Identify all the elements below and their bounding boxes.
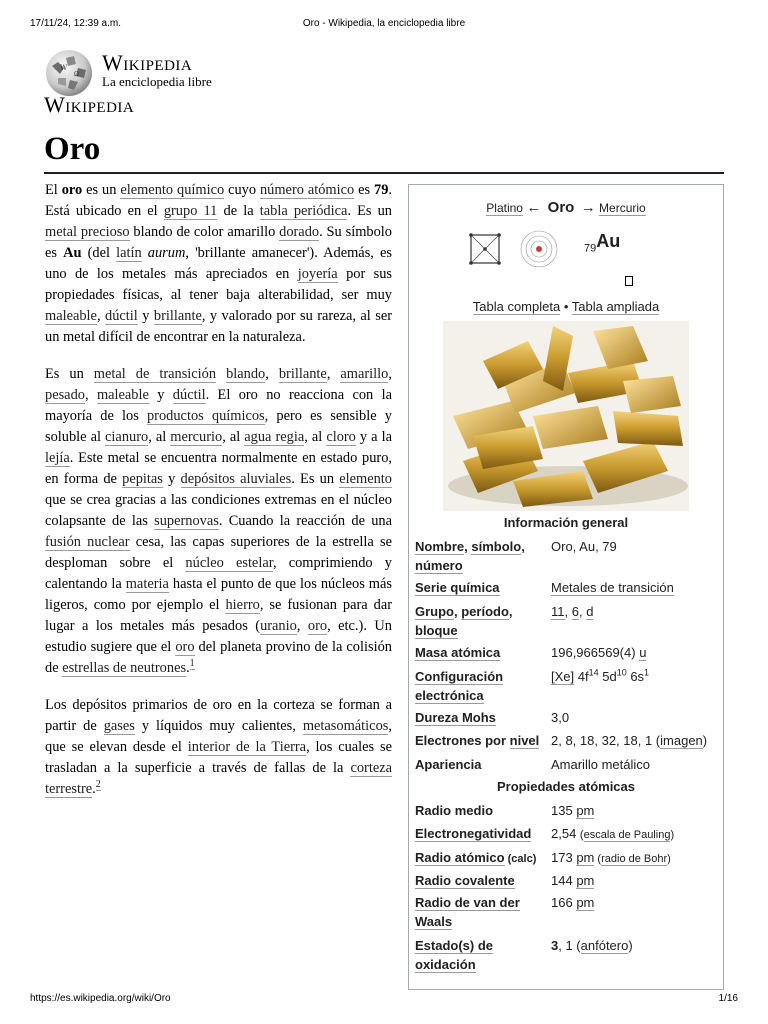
text: Electrones por [415, 733, 510, 748]
link-grupo-11[interactable]: grupo 11 [163, 203, 218, 219]
text: Es un [45, 366, 94, 382]
bold-number: 79 [374, 182, 389, 198]
svg-text:W: W [60, 64, 68, 72]
text: ( [594, 853, 602, 865]
text: es [354, 182, 375, 198]
value-nombre: Oro, Au, 79 [551, 539, 617, 554]
link-materia[interactable]: materia [125, 576, 169, 592]
link-radio-covalente[interactable]: Radio covalente [415, 873, 515, 888]
section-atomic-properties: Propiedades atómicas [497, 779, 635, 794]
link-serie-quimica[interactable]: Serie química [415, 580, 500, 595]
link-periodo[interactable]: período [461, 604, 509, 619]
value-electrones: 2, 8, 18, 32, 18, 1 ( [551, 733, 661, 748]
superscript: 1 [644, 667, 650, 678]
print-tab-title: Oro - Wikipedia, la enciclopedia libre [302, 18, 466, 29]
link-radio-van-der-waals[interactable]: Radio de van der Waals [415, 895, 520, 929]
page-title: Oro [44, 131, 101, 167]
link-ductil[interactable]: dúctil [172, 387, 206, 403]
text: , se fusionan para dar lugar a los metales más pesados ( [45, 597, 392, 634]
link-cloro[interactable]: cloro [326, 429, 356, 445]
text: blando de color amarillo [129, 224, 280, 240]
link-tabla-completa[interactable]: Tabla completa [472, 299, 561, 314]
arrow-left-icon: ← [526, 199, 542, 216]
text: 5d [598, 669, 617, 684]
link-brillante[interactable]: brillante [153, 308, 202, 324]
section-general-info: Información general [503, 515, 629, 530]
link-estrellas-de-neutrones[interactable]: estrellas de neutrones [62, 660, 187, 676]
text: ) [667, 853, 671, 865]
link-metales-de-transicion[interactable]: Metales de transición [551, 580, 674, 595]
link-cianuro[interactable]: cianuro [105, 429, 149, 445]
text: , 1 ( [558, 938, 581, 953]
text: El [45, 182, 62, 198]
link-tabla-periodica[interactable]: tabla periódica [259, 203, 348, 219]
link-numero[interactable]: número [415, 558, 463, 573]
link-unidad-u[interactable]: u [639, 645, 647, 660]
text: ) [702, 733, 708, 748]
text: . El oro no reacciona con la mayoría de los [45, 387, 392, 424]
crystal-structure-icon[interactable] [469, 233, 501, 265]
link-imagen[interactable]: imagen [660, 733, 703, 748]
link-xenon[interactable]: [Xe] [551, 669, 575, 684]
link-depositos-aluviales[interactable]: depósitos aluviales [180, 471, 292, 487]
text: (del [81, 245, 117, 261]
superscript: 14 [588, 667, 599, 678]
wikipedia-wordmark[interactable]: Wikipedia [102, 50, 193, 75]
text: , [388, 366, 392, 382]
link-uranio[interactable]: uranio [260, 618, 297, 634]
text: (calc) [504, 853, 537, 865]
infobox [408, 184, 724, 990]
link-pm[interactable]: pm [576, 873, 595, 888]
text [216, 366, 226, 382]
text: . Este metal se encuentra normalmente en estado puro, en forma de [45, 450, 392, 487]
electron-shell-icon[interactable] [521, 231, 557, 267]
link-pepitas[interactable]: pepitas [122, 471, 163, 487]
link-pm[interactable]: pm [576, 895, 595, 910]
link-grupo[interactable]: Grupo [415, 604, 454, 619]
print-header [30, 18, 738, 32]
article-body [45, 180, 392, 816]
svg-text:Ω: Ω [74, 71, 79, 78]
title-divider [44, 172, 724, 174]
value-radio-van-der-waals: 166 [551, 895, 577, 910]
text: que se crea gracias a las condiciones extremas en el núcleo colapsante de las [45, 492, 392, 529]
paragraph-intro [45, 180, 392, 348]
text: hasta el punto de que los núcleos más ligeros, como por ejemplo el [45, 576, 392, 613]
symbol-text: Au [596, 231, 621, 251]
text: , [96, 308, 105, 324]
link-mercurio[interactable]: mercurio [170, 429, 223, 445]
link-bloque[interactable]: bloque [415, 623, 458, 638]
link-escala-de-pauling[interactable]: escala de Pauling [583, 829, 671, 841]
text: ( [579, 829, 584, 841]
value-dureza: 3,0 [551, 710, 570, 725]
label-apariencia: Apariencia [415, 757, 482, 772]
value-masa: 196,966569(4) [551, 645, 640, 660]
link-oro[interactable]: oro [307, 618, 328, 634]
link-latin[interactable]: latín [116, 245, 142, 261]
element-navigation [409, 199, 723, 216]
text: y a la [355, 429, 392, 445]
arrow-right-icon: → [580, 199, 596, 216]
element-diagrams [469, 229, 669, 269]
link-tabla-ampliada[interactable]: Tabla ampliada [571, 299, 660, 314]
link-nivel[interactable]: nivel [509, 733, 540, 748]
value-radio-medio: 135 [551, 803, 577, 818]
text: , [326, 366, 341, 382]
text: de la [217, 203, 260, 219]
link-nucleo-estelar[interactable]: núcleo estelar [185, 555, 273, 571]
text: , que se elevan desde el [45, 718, 392, 755]
link-elemento[interactable]: elemento [339, 471, 392, 487]
link-bloque-value[interactable]: d [586, 604, 594, 619]
text: , al [148, 429, 171, 445]
bullet-separator: • [560, 299, 572, 314]
link-periodo-value[interactable]: 6 [571, 604, 579, 619]
link-blando[interactable]: blando [226, 366, 266, 382]
value-apariencia: Amarillo metálico [551, 757, 650, 772]
superscript: 10 [616, 667, 627, 678]
reference-2[interactable]: 2 [95, 779, 101, 791]
text: , [464, 539, 472, 554]
wikipedia-tagline: La enciclopedia libre [102, 74, 212, 89]
gold-bars-image[interactable] [443, 321, 689, 511]
link-dureza-mohs[interactable]: Dureza Mohs [415, 710, 496, 725]
link-productos-quimicos[interactable]: productos químicos [146, 408, 265, 424]
text: y líquidos muy calientes, [134, 718, 303, 734]
text: , [508, 604, 513, 619]
link-configuracion[interactable]: Configuración electrónica [415, 669, 504, 703]
text: , [454, 604, 462, 619]
text: , 'brillante amanecer'). Además, es uno de los metales más apreciados en [45, 245, 392, 282]
text: . Su símbolo es [45, 224, 392, 261]
link-next-element[interactable]: Mercurio [599, 201, 646, 215]
link-electronegatividad[interactable]: Electronegatividad [415, 826, 532, 841]
link-maleable[interactable]: maleable [96, 387, 149, 403]
link-hierro[interactable]: hierro [225, 597, 260, 613]
link-grupo-value[interactable]: 11 [551, 604, 565, 619]
label-radio-medio: Radio medio [415, 803, 494, 818]
link-supernovas[interactable]: supernovas [154, 513, 219, 529]
link-oro-planeta[interactable]: oro [175, 639, 195, 655]
link-dorado[interactable]: dorado [279, 224, 320, 240]
text: . [92, 781, 96, 797]
print-page-count: 1/16 [718, 993, 738, 1004]
atomic-number: 79 [584, 242, 597, 255]
link-estado-oxidacion[interactable]: Estado(s) de oxidación [415, 938, 494, 972]
link-masa-atomica[interactable]: Masa atómica [415, 645, 501, 660]
link-radio-de-bohr[interactable]: radio de Bohr [601, 853, 668, 865]
link-metal-de-transicion[interactable]: metal de transición [93, 366, 217, 382]
text: , [578, 604, 587, 619]
paragraph-deposits [45, 695, 392, 800]
link-corteza-terrestre[interactable]: corteza terrestre [45, 760, 392, 797]
bold-symbol: Au [63, 245, 82, 261]
wikipedia-wordmark-secondary: Wikipedia [44, 92, 135, 117]
text: cuyo [224, 182, 260, 198]
bold-term: oro [61, 182, 83, 198]
text: y [137, 308, 154, 324]
current-element: Oro [547, 199, 575, 216]
text: y [148, 387, 173, 403]
link-fusion-nuclear[interactable]: fusión nuclear [45, 534, 130, 550]
text: . Cuando la reacción de una [218, 513, 392, 529]
text: 6s [626, 669, 645, 684]
wikipedia-globe-icon[interactable] [44, 48, 94, 98]
text: y [162, 471, 181, 487]
text: , y valorado por su rareza, al ser un metal difícil de encontrar en la naturaleza. [45, 308, 393, 345]
link-metasomaticos[interactable]: metasomáticos [302, 718, 389, 734]
text: , [564, 604, 572, 619]
link-lejia[interactable]: lejía [45, 450, 70, 466]
text: del planeta provino de la colisión de [45, 639, 392, 676]
paragraph-properties [45, 364, 392, 679]
text: , al [222, 429, 245, 445]
print-url: https://es.wikipedia.org/wiki/Oro [30, 993, 171, 1004]
link-radio-atomico[interactable]: Radio atómico [415, 850, 505, 865]
link-metal-precioso[interactable]: metal precioso [45, 224, 130, 240]
text: . Es un [291, 471, 340, 487]
text: es un [82, 182, 121, 198]
text: . Está ubicado en el [45, 182, 393, 219]
element-symbol [584, 231, 620, 255]
link-gases[interactable]: gases [103, 718, 135, 734]
italic-aurum: aurum [147, 245, 186, 261]
value-radio-atomico: 173 [551, 850, 577, 865]
value-estado-principal: 3 [551, 938, 559, 953]
text: . Es un [347, 203, 393, 219]
print-footer [30, 993, 738, 1007]
text: , [84, 387, 97, 403]
text: Los depósitos primarios de oro en la corteza se forman a partir de [45, 697, 392, 734]
text: ) [670, 829, 675, 841]
text: , etc.). Un estudio sugiere que el [45, 618, 392, 655]
link-anfotero[interactable]: anfótero [580, 938, 629, 953]
value-electronegatividad: 2,54 [551, 826, 580, 841]
link-numero-atomico[interactable]: número atómico [259, 182, 355, 198]
link-amarillo[interactable]: amarillo [340, 366, 389, 382]
link-pesado[interactable]: pesado [45, 387, 85, 403]
link-interior-de-la-tierra[interactable]: interior de la Tierra [187, 739, 307, 755]
text: , [521, 539, 525, 554]
print-datetime: 17/11/24, 12:39 a.m. [30, 18, 121, 29]
link-brillante[interactable]: brillante [278, 366, 327, 382]
link-maleable[interactable]: maleable [45, 308, 97, 324]
text: por sus propiedades físicas, al tener baja alterabilidad, ser muy [45, 266, 393, 303]
text: , [296, 618, 308, 634]
text: cesa, las capas superiores de la estrella se desploman sobre el [45, 534, 392, 571]
reference-1[interactable]: 1 [189, 658, 195, 670]
text: . [186, 660, 190, 676]
text: , al [304, 429, 327, 445]
link-ductil[interactable]: dúctil [105, 308, 138, 324]
table-links [409, 299, 723, 314]
text: , los cuales se trasladan a la superficie a través de fallas de la [45, 739, 392, 776]
text: ) [628, 938, 633, 953]
text: 4f [574, 669, 589, 684]
link-pm[interactable]: pm [576, 850, 595, 865]
value-radio-covalente: 144 [551, 873, 577, 888]
text: , comprimiendo y calentando la [45, 555, 392, 592]
text: , [265, 366, 279, 382]
text: , pero es sensible y soluble al [45, 408, 392, 445]
missing-image-icon [625, 276, 633, 286]
link-pm[interactable]: pm [576, 803, 595, 818]
link-prev-element[interactable]: Platino [486, 201, 523, 215]
link-elemento-quimico[interactable]: elemento químico [120, 182, 225, 198]
link-joyeria[interactable]: joyería [297, 266, 338, 282]
link-nombre[interactable]: Nombre [415, 539, 465, 554]
link-agua-regia[interactable]: agua regia [244, 429, 305, 445]
link-simbolo[interactable]: símbolo [471, 539, 522, 554]
